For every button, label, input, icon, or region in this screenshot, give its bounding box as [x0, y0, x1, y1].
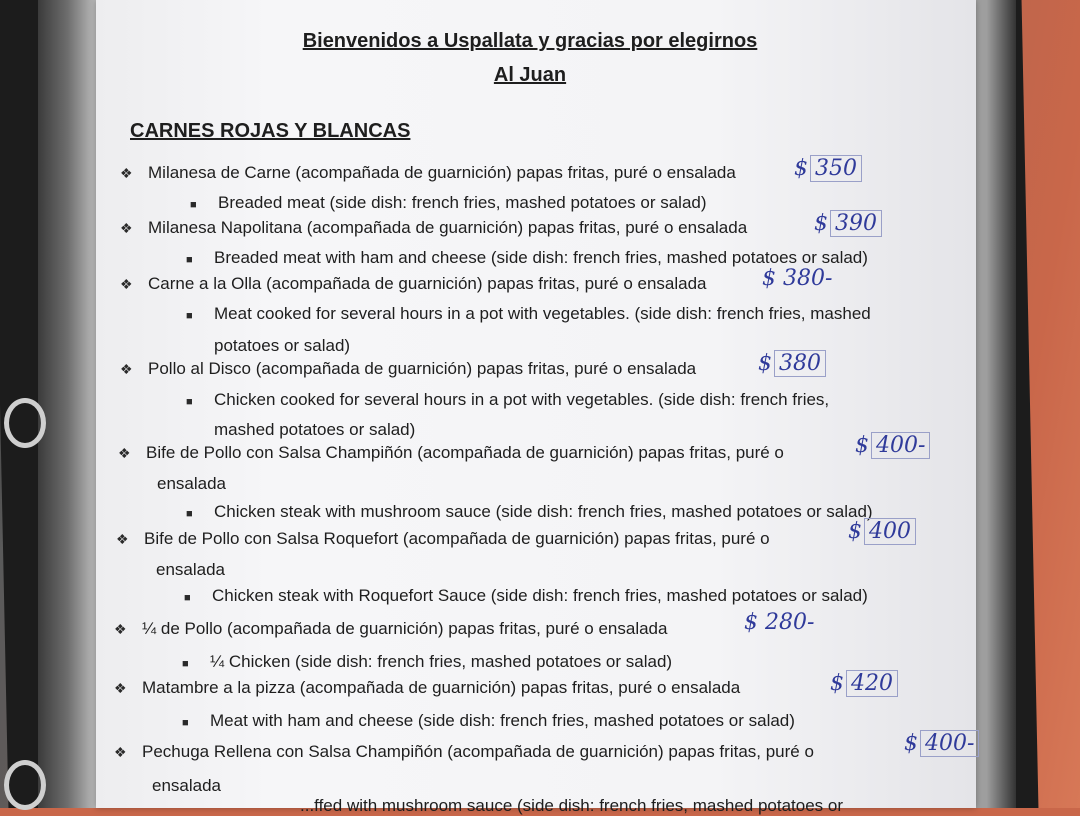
diamond-bullet-icon: ❖ — [120, 220, 133, 236]
price-value: 390 — [830, 210, 882, 237]
price-value: 400- — [920, 730, 979, 757]
item-price — [762, 266, 832, 291]
diamond-bullet-icon: ❖ — [120, 165, 133, 181]
item-translation: ¼ Chicken (side dish: french fries, mashed potatoes or salad) — [210, 652, 673, 671]
currency-symbol: $ — [830, 671, 844, 696]
item-name: Carne a la Olla (acompañada de guarnición) papas fritas, puré o ensalada — [148, 274, 707, 293]
square-bullet-icon: ■ — [182, 717, 189, 729]
diamond-bullet-icon: ❖ — [114, 621, 127, 637]
square-bullet-icon: ■ — [186, 310, 193, 322]
diamond-bullet-icon: ❖ — [114, 744, 127, 760]
menu-item-spanish — [114, 678, 740, 698]
menu-item-spanish — [120, 218, 747, 238]
price-value: 350 — [810, 155, 862, 182]
item-name: ¼ de Pollo (acompañada de guarnición) papas fritas, puré o ensalada — [142, 619, 668, 638]
menu-item-english — [186, 390, 829, 412]
section-title: CARNES ROJAS Y BLANCAS — [130, 120, 411, 142]
item-price — [855, 432, 930, 459]
item-name: Bife de Pollo con Salsa Champiñón (acompañada de guarnición) papas fritas, puré o — [146, 443, 784, 462]
diamond-bullet-icon: ❖ — [120, 361, 133, 377]
item-translation: Breaded meat (side dish: french fries, mashed potatoes or salad) — [218, 193, 707, 212]
item-translation: Chicken cooked for several hours in a pot with vegetables. (side dish: french fries, — [214, 390, 830, 409]
item-name: Matambre a la pizza (acompañada de guarnición) papas fritas, puré o ensalada — [142, 678, 741, 697]
square-bullet-icon: ■ — [184, 592, 191, 604]
item-name: Pechuga Rellena con Salsa Champiñón (acompañada de guarnición) papas fritas, puré o — [142, 742, 814, 761]
item-name: Milanesa de Carne (acompañada de guarnición) papas fritas, puré o ensalada — [148, 163, 736, 182]
diamond-bullet-icon: ❖ — [118, 445, 131, 461]
menu-item-spanish-cont: ensalada — [157, 474, 227, 493]
price-value: 380 — [774, 350, 826, 377]
menu-item-english — [182, 711, 795, 733]
square-bullet-icon: ■ — [190, 199, 197, 211]
currency-symbol: $ — [904, 731, 918, 756]
square-bullet-icon: ■ — [186, 254, 193, 266]
item-translation: Chicken steak with Roquefort Sauce (side dish: french fries, mashed potatoes or salad) — [212, 586, 868, 605]
menu-item-english-cont: potatoes or salad) — [214, 336, 351, 355]
item-name: Bife de Pollo con Salsa Roquefort (acompañada de guarnición) papas fritas, puré o — [144, 529, 770, 548]
item-price — [848, 518, 916, 545]
item-price — [904, 730, 979, 757]
item-name: Milanesa Napolitana (acompañada de guarnición) papas fritas, puré o ensalada — [148, 218, 748, 237]
item-translation: Meat cooked for several hours in a pot with vegetables. (side dish: french fries, mashed — [214, 304, 871, 323]
menu-item-english — [182, 652, 672, 674]
menu-item-spanish-cont: ensalada — [152, 776, 222, 795]
menu-item-spanish — [120, 274, 707, 294]
price-value: 400 — [864, 518, 916, 545]
item-price — [830, 670, 898, 697]
item-translation: Meat with ham and cheese (side dish: french fries, mashed potatoes or salad) — [210, 711, 795, 730]
price-value: 380- — [783, 266, 833, 291]
menu-item-spanish — [114, 619, 667, 639]
item-translation: Breaded meat with ham and cheese (side dish: french fries, mashed potatoes or salad) — [214, 248, 868, 267]
menu-item-spanish — [118, 443, 784, 463]
menu-item-english — [184, 586, 868, 608]
diamond-bullet-icon: ❖ — [116, 531, 129, 547]
menu-item-english — [186, 502, 873, 524]
restaurant-name: Al Juan — [493, 64, 567, 86]
currency-symbol: $ — [758, 351, 772, 376]
square-bullet-icon: ■ — [186, 396, 193, 408]
menu-item-spanish — [120, 163, 736, 183]
welcome-title: Bienvenidos a Uspallata y gracias por elegirnos — [302, 30, 758, 52]
currency-symbol: $ — [794, 156, 808, 181]
diamond-bullet-icon: ❖ — [120, 276, 133, 292]
menu-item-spanish — [120, 359, 696, 379]
menu-item-spanish — [116, 529, 770, 549]
price-value: 420 — [846, 670, 898, 697]
menu-item-spanish-cont: ensalada — [156, 560, 226, 579]
currency-symbol: $ — [848, 519, 862, 544]
item-price — [814, 210, 882, 237]
diamond-bullet-icon: ❖ — [114, 680, 127, 696]
menu-item-english — [190, 193, 707, 215]
item-price — [744, 610, 814, 635]
price-value: 280- — [765, 610, 815, 635]
currency-symbol: $ — [744, 610, 758, 635]
currency-symbol: $ — [814, 211, 828, 236]
price-value: 400- — [871, 432, 930, 459]
menu-item-spanish — [114, 742, 814, 762]
currency-symbol: $ — [762, 266, 776, 291]
square-bullet-icon: ■ — [182, 658, 189, 670]
item-translation: Chicken steak with mushroom sauce (side dish: french fries, mashed potatoes or salad) — [214, 502, 873, 521]
item-price — [794, 155, 862, 182]
item-price — [758, 350, 826, 377]
menu-item-english-cont: mashed potatoes or salad) — [214, 420, 416, 439]
menu-item-english: ...ffed with mushroom sauce (side dish: french fries, mashed potatoes or — [300, 796, 844, 815]
item-name: Pollo al Disco (acompañada de guarnición) papas fritas, puré o ensalada — [148, 359, 697, 378]
menu-item-english — [186, 304, 871, 326]
square-bullet-icon: ■ — [186, 508, 193, 520]
currency-symbol: $ — [855, 433, 869, 458]
